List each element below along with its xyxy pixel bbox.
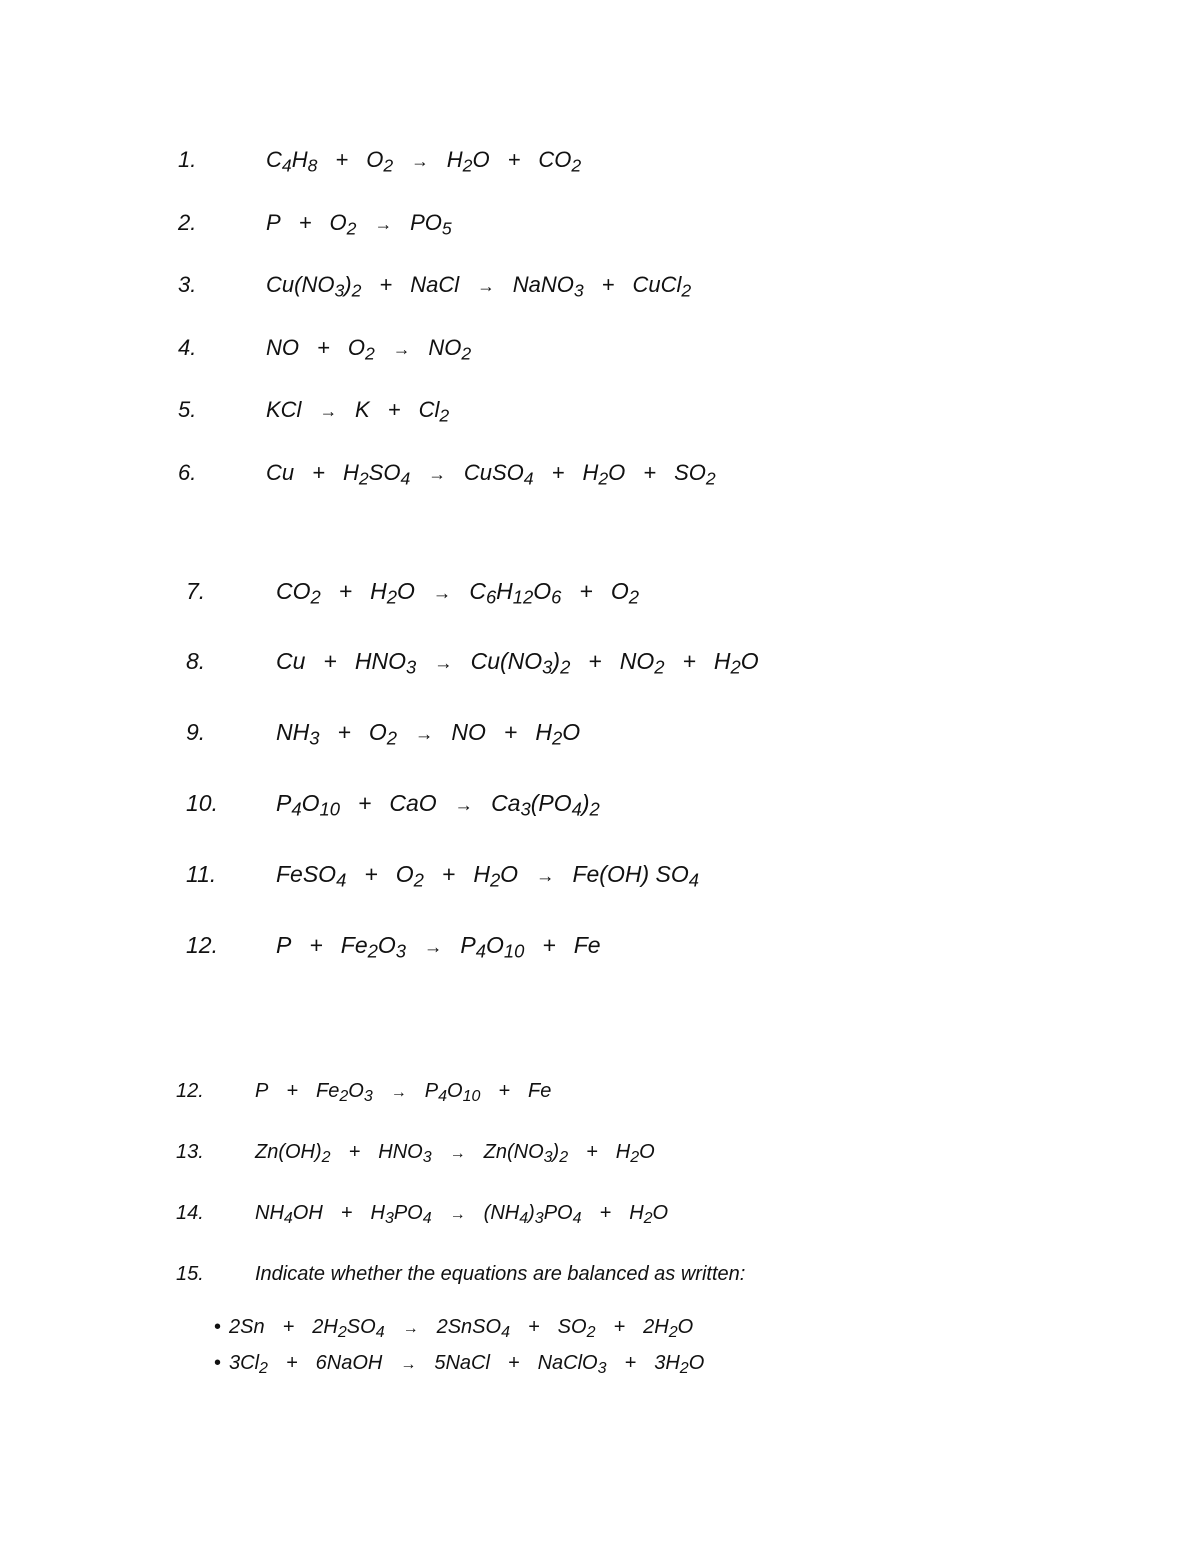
plus-sign: + [387, 397, 401, 422]
bullet-icon: • [214, 1316, 222, 1338]
arrow-icon: → [423, 936, 443, 957]
plus-sign: + [643, 460, 657, 485]
plus-sign: + [309, 932, 323, 958]
chemical-formula: $C_6H_{12}O_6$ [469, 578, 562, 608]
arrow-icon: → [374, 214, 393, 234]
plus-sign: + [285, 1352, 298, 1374]
chemical-formula: 2SnSO$_4$ [436, 1316, 510, 1341]
chemical-formula: P [266, 210, 281, 235]
chemical-formula: $SO_2$ [557, 1316, 596, 1341]
chemical-formula: $NO_2$ [428, 335, 472, 364]
equation [229, 1316, 711, 1341]
chemical-formula: 5NaCl [434, 1352, 490, 1374]
item-number: 12. [186, 932, 218, 958]
chemical-formula: Fe [528, 1080, 552, 1102]
chemical-formula: CaO [389, 790, 437, 816]
equation [266, 460, 734, 489]
instruction-text: Indicate whether the equations are balanced as written: [255, 1263, 746, 1285]
plus-sign: + [312, 460, 325, 485]
chemical-formula: NO [266, 335, 299, 360]
equation [276, 719, 598, 749]
chemical-formula: $P_4O_{10}$ [276, 790, 340, 820]
equation [266, 272, 709, 301]
arrow-icon: → [449, 1145, 466, 1162]
plus-sign: + [498, 1080, 511, 1102]
chemical-formula: $CO_2$ [276, 578, 321, 608]
chemical-formula: $Zn(OH)_2$ [255, 1141, 331, 1166]
chemical-formula: P [276, 932, 292, 958]
chemical-formula: $HNO_3$ [378, 1141, 432, 1166]
item-number: 6. [178, 460, 197, 485]
item-number: 14. [176, 1202, 204, 1224]
plus-sign: + [317, 335, 330, 360]
chemical-formula: $H_2O$ [615, 1141, 655, 1166]
chemical-formula: $2H_2SO_4$ [312, 1316, 385, 1341]
chemical-formula: $H_2O$ [473, 861, 519, 891]
chemical-formula: $Cu(NO_3)_2$ [470, 648, 571, 678]
item-number: 13. [176, 1141, 204, 1163]
chemical-formula: $Cu(NO_3)_2$ [266, 272, 362, 301]
plus-sign: + [503, 719, 518, 745]
plus-sign: + [613, 1316, 626, 1338]
item-number: 3. [178, 272, 197, 297]
chemical-formula: $HNO_3$ [354, 648, 417, 678]
plus-sign: + [298, 210, 312, 235]
plus-sign: + [599, 1202, 612, 1224]
chemical-formula: $Zn(NO_3)_2$ [483, 1141, 569, 1166]
chemical-formula: NaClO$_3$ [537, 1352, 607, 1377]
chemical-formula: CuCl$_2$ [632, 272, 692, 301]
plus-sign: + [335, 147, 349, 172]
equation [266, 147, 599, 176]
plus-sign: + [507, 1352, 520, 1374]
chemical-formula: $H_2O$ [446, 147, 490, 176]
chemical-formula: $Fe_2O_3$ [316, 1080, 373, 1105]
chemical-formula: $(NH_4)_3PO_4$ [483, 1202, 582, 1227]
arrow-icon: → [402, 1320, 419, 1337]
chemical-formula: $C_4H_8$ [266, 147, 318, 176]
chemical-formula: $Fe_2O_3$ [340, 932, 406, 962]
chemical-formula: NaCl [410, 272, 460, 297]
chemical-formula: FeSO$_4$ [276, 861, 347, 891]
plus-sign: + [379, 272, 393, 297]
plus-sign: + [586, 1141, 598, 1163]
plus-sign: + [282, 1316, 295, 1338]
chemical-formula: $PO_5$ [410, 210, 452, 239]
item-number: 12. [176, 1080, 204, 1102]
arrow-icon: → [434, 652, 453, 673]
chemical-formula: NaNO$_3$ [512, 272, 584, 301]
chemical-formula: $O_2$ [368, 719, 398, 749]
item-number: 9. [186, 719, 206, 745]
chemical-formula: $H_2O$ [713, 648, 759, 678]
plus-sign: + [601, 272, 615, 297]
plus-sign: + [323, 648, 337, 674]
chemical-formula: $H_2O$ [629, 1202, 669, 1227]
equation [276, 648, 777, 678]
chemical-formula: $O_2$ [366, 147, 394, 176]
equation [276, 578, 657, 608]
item-number: 4. [178, 335, 197, 360]
chemical-formula: P [255, 1080, 269, 1102]
item-number: 1. [178, 147, 197, 172]
arrow-icon: → [415, 723, 434, 744]
chemical-formula: $P_4O_{10}$ [424, 1080, 481, 1105]
chemical-formula: $3Cl_2$ [229, 1352, 268, 1377]
chemical-formula: $NH_3$ [276, 719, 320, 749]
equation [266, 210, 470, 239]
plus-sign: + [588, 648, 602, 674]
chemical-formula: $3H_2O$ [654, 1352, 705, 1377]
chemical-formula: $H_2O$ [370, 578, 415, 608]
arrow-icon: → [428, 464, 446, 484]
chemical-formula: $CO_2$ [538, 147, 582, 176]
plus-sign: + [340, 1202, 353, 1224]
chemical-formula: NO [451, 719, 486, 745]
chemical-formula: Fe [573, 932, 601, 958]
equation [276, 932, 619, 962]
chemical-formula: $NO_2$ [619, 648, 665, 678]
chemical-formula: 2Sn [229, 1316, 265, 1338]
plus-sign: + [286, 1080, 299, 1102]
arrow-icon: → [392, 339, 411, 359]
plus-sign: + [337, 719, 351, 745]
equation [255, 1202, 686, 1225]
equation [276, 790, 618, 820]
arrow-icon: → [477, 276, 495, 296]
plus-sign: + [542, 932, 556, 958]
plus-sign: + [357, 790, 372, 816]
chemical-formula: $2H_2O$ [643, 1316, 694, 1341]
chemical-formula: $Cl_2$ [418, 397, 450, 426]
chemical-formula: $H_2SO_4$ [342, 460, 411, 489]
arrow-icon: → [411, 151, 429, 171]
chemical-formula: $O_2$ [395, 861, 424, 891]
arrow-icon: → [454, 794, 474, 815]
arrow-icon: → [319, 401, 338, 421]
equation [276, 861, 717, 891]
item-number: 10. [186, 790, 218, 816]
item-number: 2. [178, 210, 197, 235]
item-number: 8. [186, 648, 206, 674]
chemical-formula: Cu [276, 648, 306, 674]
chemical-formula: $SO_2$ [674, 460, 716, 489]
chemical-formula: $O_2$ [610, 578, 639, 608]
arrow-icon: → [432, 582, 452, 603]
bullet-icon: • [214, 1352, 222, 1374]
chemical-formula: $O_2$ [329, 210, 357, 239]
chemical-formula: $H_2O$ [535, 719, 581, 749]
chemical-formula: K [355, 397, 370, 422]
chemical-formula: CuSO$_4$ [463, 460, 534, 489]
arrow-icon: → [400, 1356, 417, 1373]
item-number: 15. [176, 1263, 204, 1285]
arrow-icon: → [390, 1084, 407, 1101]
equation [266, 335, 489, 364]
plus-sign: + [682, 648, 696, 674]
plus-sign: + [364, 861, 378, 887]
item-number: 7. [186, 578, 206, 604]
plus-sign: + [527, 1316, 540, 1338]
arrow-icon: → [449, 1206, 466, 1223]
item-number: 11. [186, 861, 217, 887]
bullet-item [214, 1316, 711, 1339]
plus-sign: + [441, 861, 456, 887]
equation [255, 1080, 569, 1103]
plus-sign: + [507, 147, 521, 172]
chemical-formula: $P_4O_{10}$ [460, 932, 525, 962]
chemical-formula: 6NaOH [315, 1352, 383, 1374]
chemical-formula: $Ca_3(PO_4)_2$ [491, 790, 600, 820]
plus-sign: + [624, 1352, 637, 1374]
chemical-formula: $H_3PO_4$ [370, 1202, 432, 1227]
chemical-formula: Fe(OH) $SO_4$ [572, 861, 699, 891]
equation [255, 1141, 673, 1164]
chemical-formula: KCl [266, 397, 302, 422]
equation [266, 397, 467, 426]
equation [229, 1352, 722, 1377]
plus-sign: + [338, 578, 353, 604]
chemical-formula: $NH_4OH$ [255, 1202, 323, 1227]
plus-sign: + [348, 1141, 361, 1163]
plus-sign: + [551, 460, 565, 485]
arrow-icon: → [536, 865, 555, 886]
chemical-formula: $H_2O$ [582, 460, 626, 489]
bullet-item [214, 1352, 722, 1375]
item-number: 5. [178, 397, 197, 422]
chemical-formula: Cu [266, 460, 295, 485]
plus-sign: + [579, 578, 593, 604]
chemical-formula: $O_2$ [347, 335, 375, 364]
